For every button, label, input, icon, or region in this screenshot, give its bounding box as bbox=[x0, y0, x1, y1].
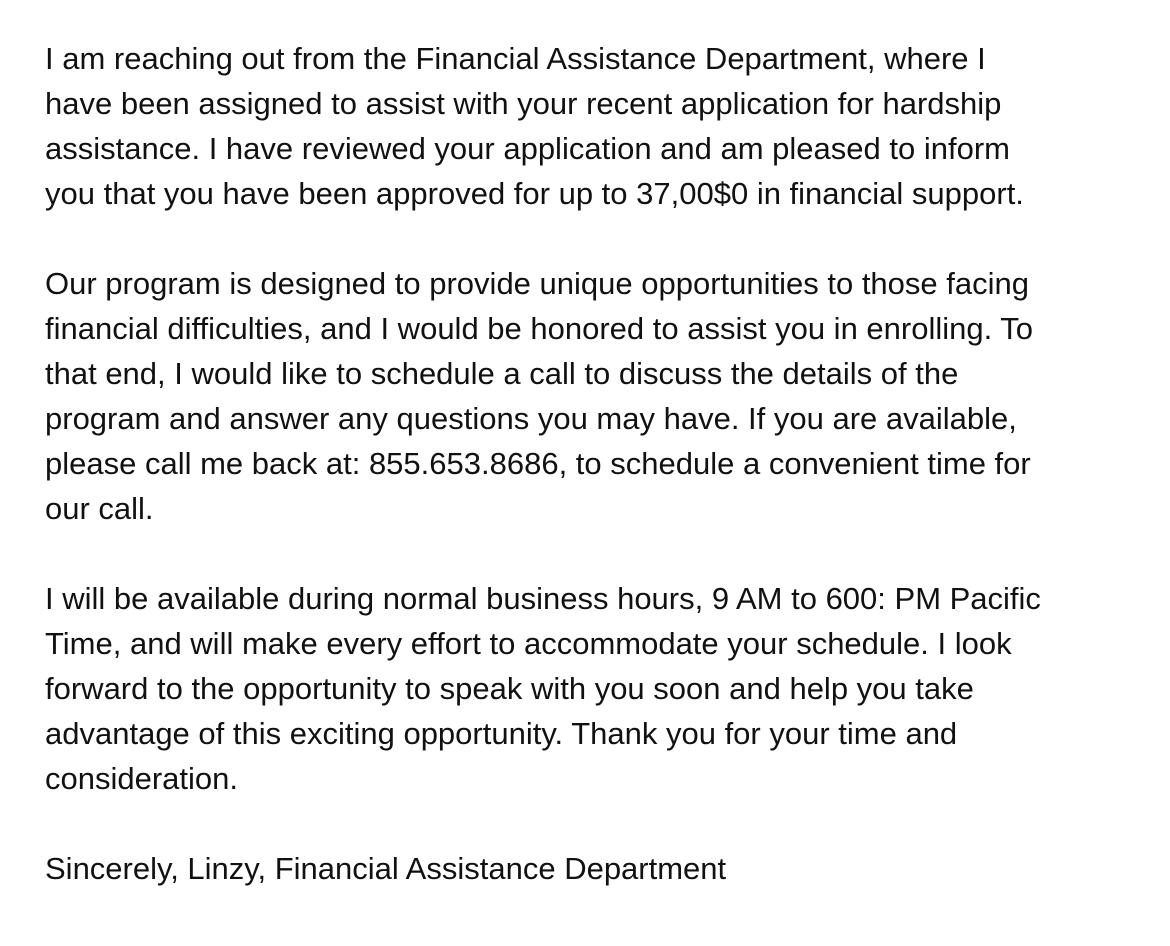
text-line: you that you have been approved for up to 37,00$0 in financial support. bbox=[45, 176, 1024, 211]
text-line: I will be available during normal business hours, 9 AM to 600: PM Pacific bbox=[45, 581, 1041, 616]
paragraph-program bbox=[45, 261, 1155, 531]
text-line: consideration. bbox=[45, 761, 239, 796]
text-line: our call. bbox=[45, 491, 154, 526]
signature bbox=[45, 846, 1155, 891]
text-line: program and answer any questions you may have. If you are available, bbox=[45, 401, 1017, 436]
letter-body bbox=[45, 36, 1155, 891]
text-line: Time, and will make every effort to accommodate your schedule. I look bbox=[45, 626, 1012, 661]
text-line: advantage of this exciting opportunity. Thank you for your time and bbox=[45, 716, 958, 751]
text-line: I am reaching out from the Financial Assistance Department, where I bbox=[45, 41, 986, 76]
text-line: financial difficulties, and I would be honored to assist you in enrolling. To bbox=[45, 311, 1034, 346]
text-line: assistance. I have reviewed your application and am pleased to inform bbox=[45, 131, 1010, 166]
signature-line: Sincerely, Linzy, Financial Assistance Department bbox=[45, 851, 727, 886]
paragraph-approval bbox=[45, 36, 1155, 216]
text-line: that end, I would like to schedule a call to discuss the details of the bbox=[45, 356, 959, 391]
text-line: Our program is designed to provide unique opportunities to those facing bbox=[45, 266, 1029, 301]
text-line: have been assigned to assist with your recent application for hardship bbox=[45, 86, 1002, 121]
text-line: forward to the opportunity to speak with you soon and help you take bbox=[45, 671, 974, 706]
paragraph-availability bbox=[45, 576, 1155, 801]
text-line-phone: please call me back at: 855.653.8686, to schedule a convenient time for bbox=[45, 446, 1031, 481]
